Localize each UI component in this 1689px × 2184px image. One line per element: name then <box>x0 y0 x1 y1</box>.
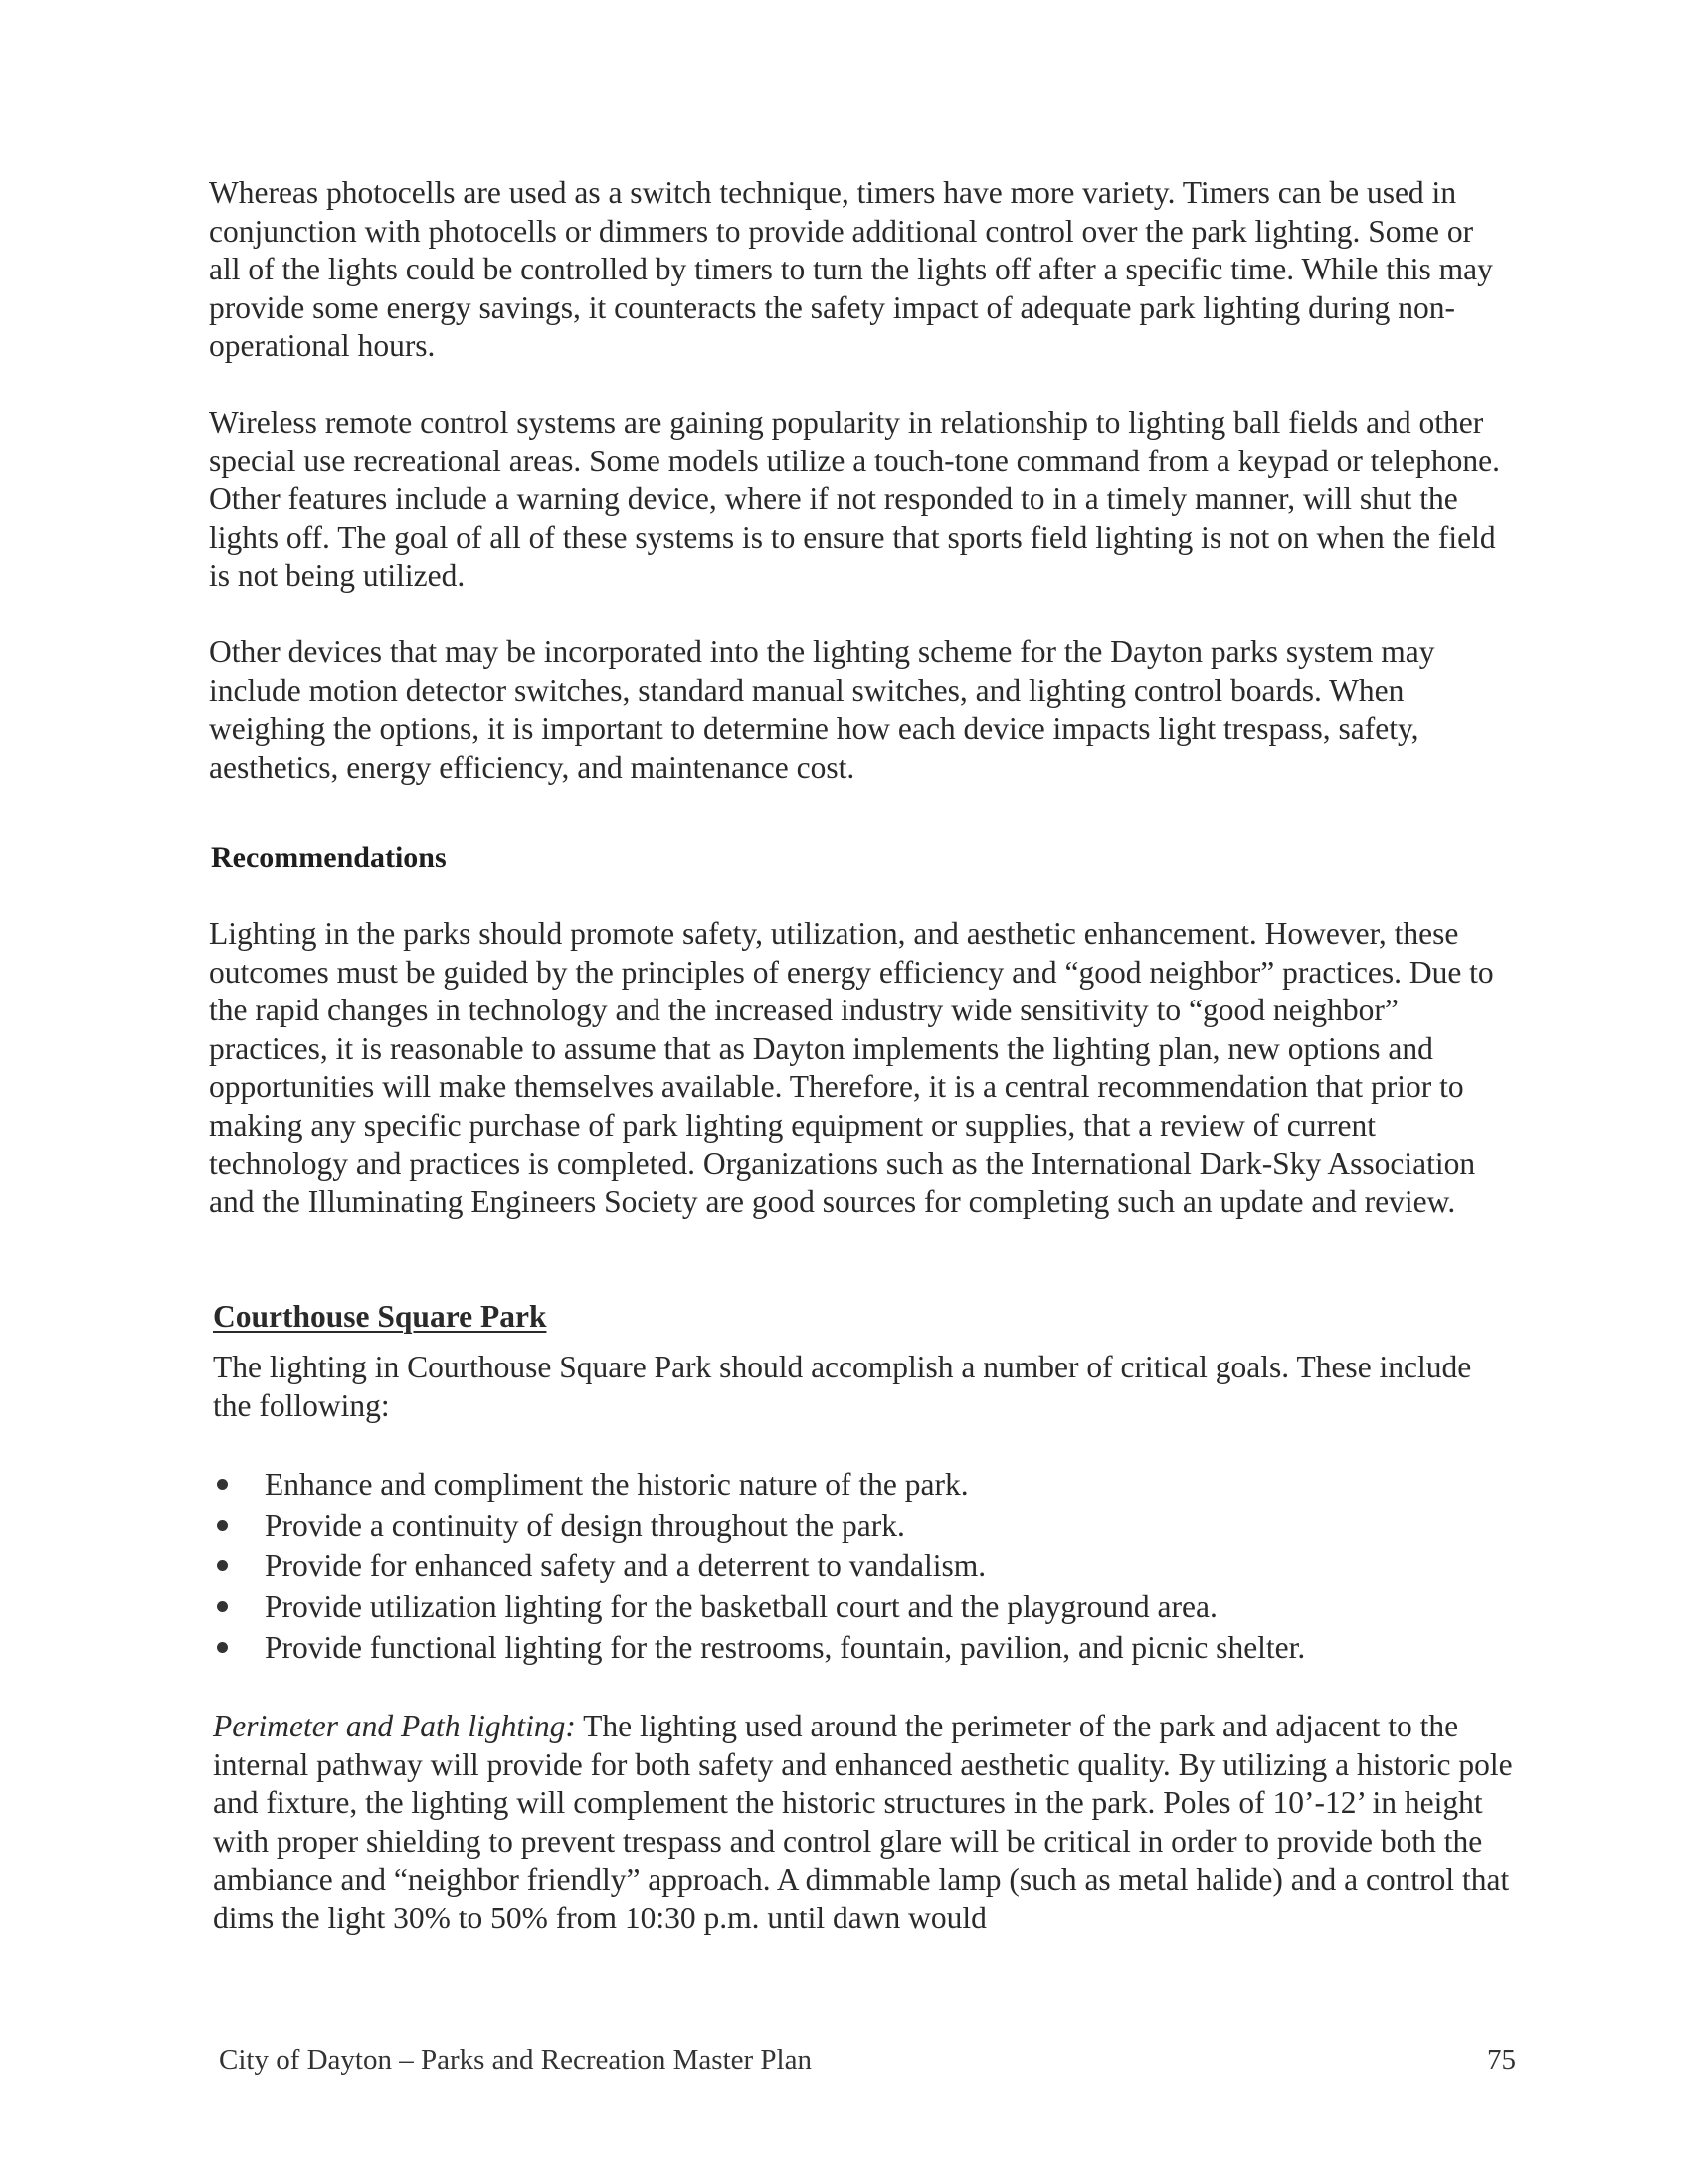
goal-item: Provide functional lighting for the restrooms, fountain, pavilion, and picnic shelter. <box>213 1627 1506 1668</box>
perimeter-path-lighting-paragraph <box>213 1708 1516 1937</box>
bullet-icon <box>217 1560 228 1571</box>
paragraph-other-devices: Other devices that may be incorporated into the lighting scheme for the Dayton parks system may include motion detector switches, standard manual switches, and lighting control boards. When weighing the options, it is important to determine how each device impacts light trespass, safety, aesthetics, energy efficiency, and maintenance cost. <box>209 635 1435 785</box>
goals-list <box>213 1464 1506 1668</box>
goal-item: Enhance and compliment the historic nature of the park. <box>213 1464 1506 1505</box>
goal-item: Provide for enhanced safety and a deterrent to vandalism. <box>213 1546 1506 1586</box>
paragraph-wireless-controls: Wireless remote control systems are gaining popularity in relationship to lighting ball fields and other special use recreational areas. Some models utilize a touch-tone command from a keypad or telephone. Other features include a warning device, where if not responded to in a timely manner, will shut the lights off. The goal of all of these systems is to ensure that sports field lighting is not on when the field is not being utilized. <box>209 405 1501 593</box>
footer-page-number: 75 <box>1487 2044 1516 2076</box>
footer-document-title: City of Dayton – Parks and Recreation Master Plan <box>219 2044 812 2076</box>
bullet-icon <box>217 1601 228 1612</box>
bullet-icon <box>217 1642 228 1653</box>
perimeter-lead-in: Perimeter and Path lighting: <box>213 1709 576 1743</box>
bullet-icon <box>217 1479 228 1490</box>
recommendations-heading: Recommendations <box>211 841 447 874</box>
goal-item: Provide utilization lighting for the basketball court and the playground area. <box>213 1586 1506 1627</box>
paragraph-timers: Whereas photocells are used as a switch technique, timers have more variety. Timers can be used in conjunction with photocells or dimmers to provide additional control over the park lighting. Some or all of the lights could be controlled by timers to turn the lights off after a specific time. While this may provide some energy savings, it counteracts the safety impact of adequate park lighting during non-operational hours. <box>209 175 1493 363</box>
courthouse-intro-paragraph: The lighting in Courthouse Square Park should accomplish a number of critical goals. These include the following: <box>213 1350 1472 1423</box>
recommendations-paragraph: Lighting in the parks should promote safety, utilization, and aesthetic enhancement. However, these outcomes must be guided by the principles of energy efficiency and “good neighbor” practices. Due to the rapid changes in technology and the increased industry wide sensitivity to “good neighbor” practices, it is reasonable to assume that as Dayton implements the lighting plan, new options and opportunities will make themselves available. Therefore, it is a central recommendation that prior to making any specific purchase of park lighting equipment or supplies, that a review of current technology and practices is completed. Organizations such as the International Dark-Sky Association and the Illuminating Engineers Society are good sources for completing such an update and review. <box>209 916 1494 1219</box>
goal-item: Provide a continuity of design throughout the park. <box>213 1505 1506 1546</box>
bullet-icon <box>217 1520 228 1531</box>
perimeter-body: The lighting used around the perimeter of the park and adjacent to the internal pathway will provide for both safety and enhanced aesthetic quality. By utilizing a historic pole and fixture, the lighting will complement the historic structures in the park. Poles of 10’-12’ in height with proper shielding to prevent trespass and control glare will be critical in order to provide both the ambiance and “neighbor friendly” approach. A dimmable lamp (such as metal halide) and a control that dims the light 30% to 50% from 10:30 p.m. until dawn would <box>213 1709 1513 1935</box>
courthouse-square-park-heading: Courthouse Square Park <box>213 1299 547 1334</box>
